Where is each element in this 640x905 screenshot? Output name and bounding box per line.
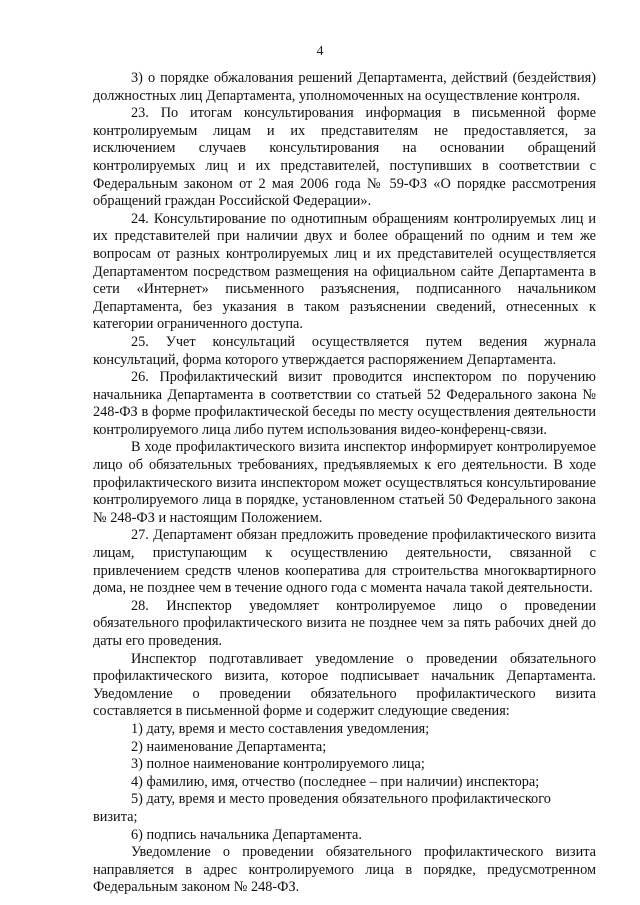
paragraph-23: 23. По итогам консультирования информация в письменной форме контролируемым лицам и их представителям не предоставляется, за исключением случаев консультирования на основании обращений контролируемых лиц и их представителей, поступивших в соответствии с Федеральным законом от 2 мая 2006 года № 59-ФЗ «О порядке рассмотрения обращений граждан Российской Федерации». xyxy=(93,105,596,210)
document-body xyxy=(93,70,596,897)
notice-item-2: 2) наименование Департамента; xyxy=(131,738,327,755)
notice-item-3: 3) полное наименование контролируемого лица; xyxy=(131,756,425,773)
closing-paragraph: Уведомление о проведении обязательного профилактического визита направляется в адрес контролируемого лица в порядке, предусмотренном Федеральным законом № 248-ФЗ. xyxy=(93,844,596,896)
page-number: 4 xyxy=(316,44,324,59)
notice-item-6: 6) подпись начальника Департамента. xyxy=(131,826,362,843)
paragraph-27: 27. Департамент обязан предложить проведение профилактического визита лицам, приступающим к осуществлению деятельности, связанной с привлечением средств членов кооператива для строительства многоквартирного дома, не позднее чем в течение одного года с момента начала такой деятельности. xyxy=(93,527,596,597)
paragraph-24: 24. Консультирование по однотипным обращениям контролируемых лиц и их представителей при наличии двух и более обращений по одним и тем же вопросам от разных контролируемых лиц и их представителей осуществляется Департаментом посредством размещения на официальном сайте Департамента в сети «Интернет» письменного разъяснения, подписанного начальником Департамента, без указания в таком разъяснении сведений, отнесенных к категории ограниченного доступа. xyxy=(93,210,596,333)
notice-item-5: 5) дату, время и место проведения обязательного профилактического визита; xyxy=(93,791,551,825)
paragraph-28-notice: Инспектор подготавливает уведомление о проведении обязательного профилактического визита, которое подписывает начальник Департамента. Уведомление о проведении обязательного профилактического визита составляется в письменной форме и содержит следующие сведения: xyxy=(93,650,596,720)
notice-item-1: 1) дату, время и место составления уведомления; xyxy=(131,720,430,737)
paragraph-26-continued: В ходе профилактического визита инспектор информирует контролируемое лицо об обязательных требованиях, предъявляемых к его деятельности. В ходе профилактического визита инспектором может осуществляться консультирование контролируемого лица в порядке, установленном статьей 50 Федерального закона № 248-ФЗ и настоящим Положением. xyxy=(93,439,596,526)
paragraph-25: 25. Учет консультаций осуществляется путем ведения журнала консультаций, форма которого утверждается распоряжением Департамента. xyxy=(93,333,596,368)
paragraph-26: 26. Профилактический визит проводится инспектором по поручению начальника Департамента в соответствии со статьей 52 Федерального закона № 248-ФЗ в форме профилактической беседы по месту осуществления деятельности контролируемого лица либо путем использования видео-конференц-связи. xyxy=(93,369,596,438)
paragraph-item-3: 3) о порядке обжалования решений Департамента, действий (бездействия) должностных лиц Департамента, уполномоченных на осуществление контроля. xyxy=(93,70,596,104)
notice-item-4: 4) фамилию, имя, отчество (последнее – при наличии) инспектора; xyxy=(131,773,540,790)
paragraph-28: 28. Инспектор уведомляет контролируемое лицо о проведении обязательного профилактического визита не позднее чем за пять рабочих дней до даты его проведения. xyxy=(93,597,596,649)
